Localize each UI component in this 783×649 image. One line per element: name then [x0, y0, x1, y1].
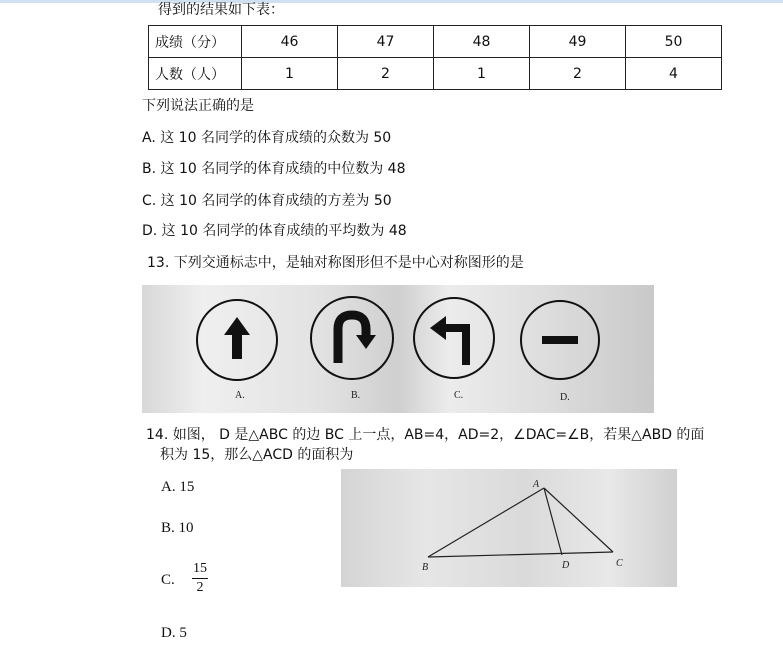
left-turn-arrow-icon	[414, 298, 494, 378]
vertex-label-a: A	[533, 479, 540, 490]
q14-option-b: B. 10	[161, 520, 194, 536]
intro-text: 得到的结果如下表：	[158, 2, 284, 18]
page-top-border	[0, 0, 783, 3]
score-table	[148, 25, 722, 90]
q14-option-a: A. 15	[161, 479, 195, 495]
fraction-bar	[192, 578, 208, 579]
straight-arrow-icon	[197, 300, 277, 380]
table-row-label: 人数（人）	[149, 58, 242, 90]
vertex-label-b: B	[422, 562, 429, 573]
sign-label-b: B.	[351, 390, 361, 401]
bar-icon	[521, 301, 599, 379]
q12-option-c: C. 这 10 名同学的体育成绩的方差为 50	[142, 193, 392, 209]
q12-option-a: A. 这 10 名同学的体育成绩的众数为 50	[142, 130, 392, 146]
table-cell: 49	[530, 26, 626, 58]
triangle-figure-photo	[341, 469, 677, 587]
table-cell: 46	[242, 26, 338, 58]
table-cell: 48	[434, 26, 530, 58]
q14-prompt-line1: 14. 如图， D 是△ABC 的边 BC 上一点，AB=4，AD=2，∠DAC=∠B，若果△ABD 的面	[146, 427, 705, 443]
table-cell: 50	[626, 26, 722, 58]
table-cell: 2	[530, 58, 626, 90]
table-cell: 47	[338, 26, 434, 58]
table-cell: 2	[338, 58, 434, 90]
table-row	[149, 58, 722, 90]
sign-label-d: D.	[560, 392, 570, 403]
table-row-label: 成绩（分）	[149, 26, 242, 58]
sign-label-a: A.	[235, 390, 245, 401]
fraction-numerator: 15	[193, 561, 207, 576]
q14-option-c-fraction	[192, 561, 208, 596]
vertex-label-d: D	[562, 560, 570, 571]
q14-option-c-label: C.	[161, 572, 175, 588]
q13-prompt: 13. 下列交通标志中，是轴对称图形但不是中心对称图形的是	[147, 255, 524, 271]
q14-prompt-line2: 积为 15，那么△ACD 的面积为	[160, 447, 354, 463]
q12-option-d: D. 这 10 名同学的体育成绩的平均数为 48	[142, 223, 407, 239]
table-cell: 1	[242, 58, 338, 90]
triangle-abc-diagram	[428, 488, 613, 557]
table-cell: 1	[434, 58, 530, 90]
table-row	[149, 26, 722, 58]
traffic-signs-photo	[142, 285, 654, 413]
q14-option-d: D. 5	[161, 625, 187, 641]
vertex-label-c: C	[616, 558, 623, 569]
fraction-denominator: 2	[196, 580, 204, 595]
sign-label-c: C.	[454, 390, 464, 401]
u-turn-arrow-icon	[311, 297, 393, 379]
q12-option-b: B. 这 10 名同学的体育成绩的中位数为 48	[142, 161, 406, 177]
table-cell: 4	[626, 58, 722, 90]
q12-prompt: 下列说法正确的是	[142, 98, 254, 114]
